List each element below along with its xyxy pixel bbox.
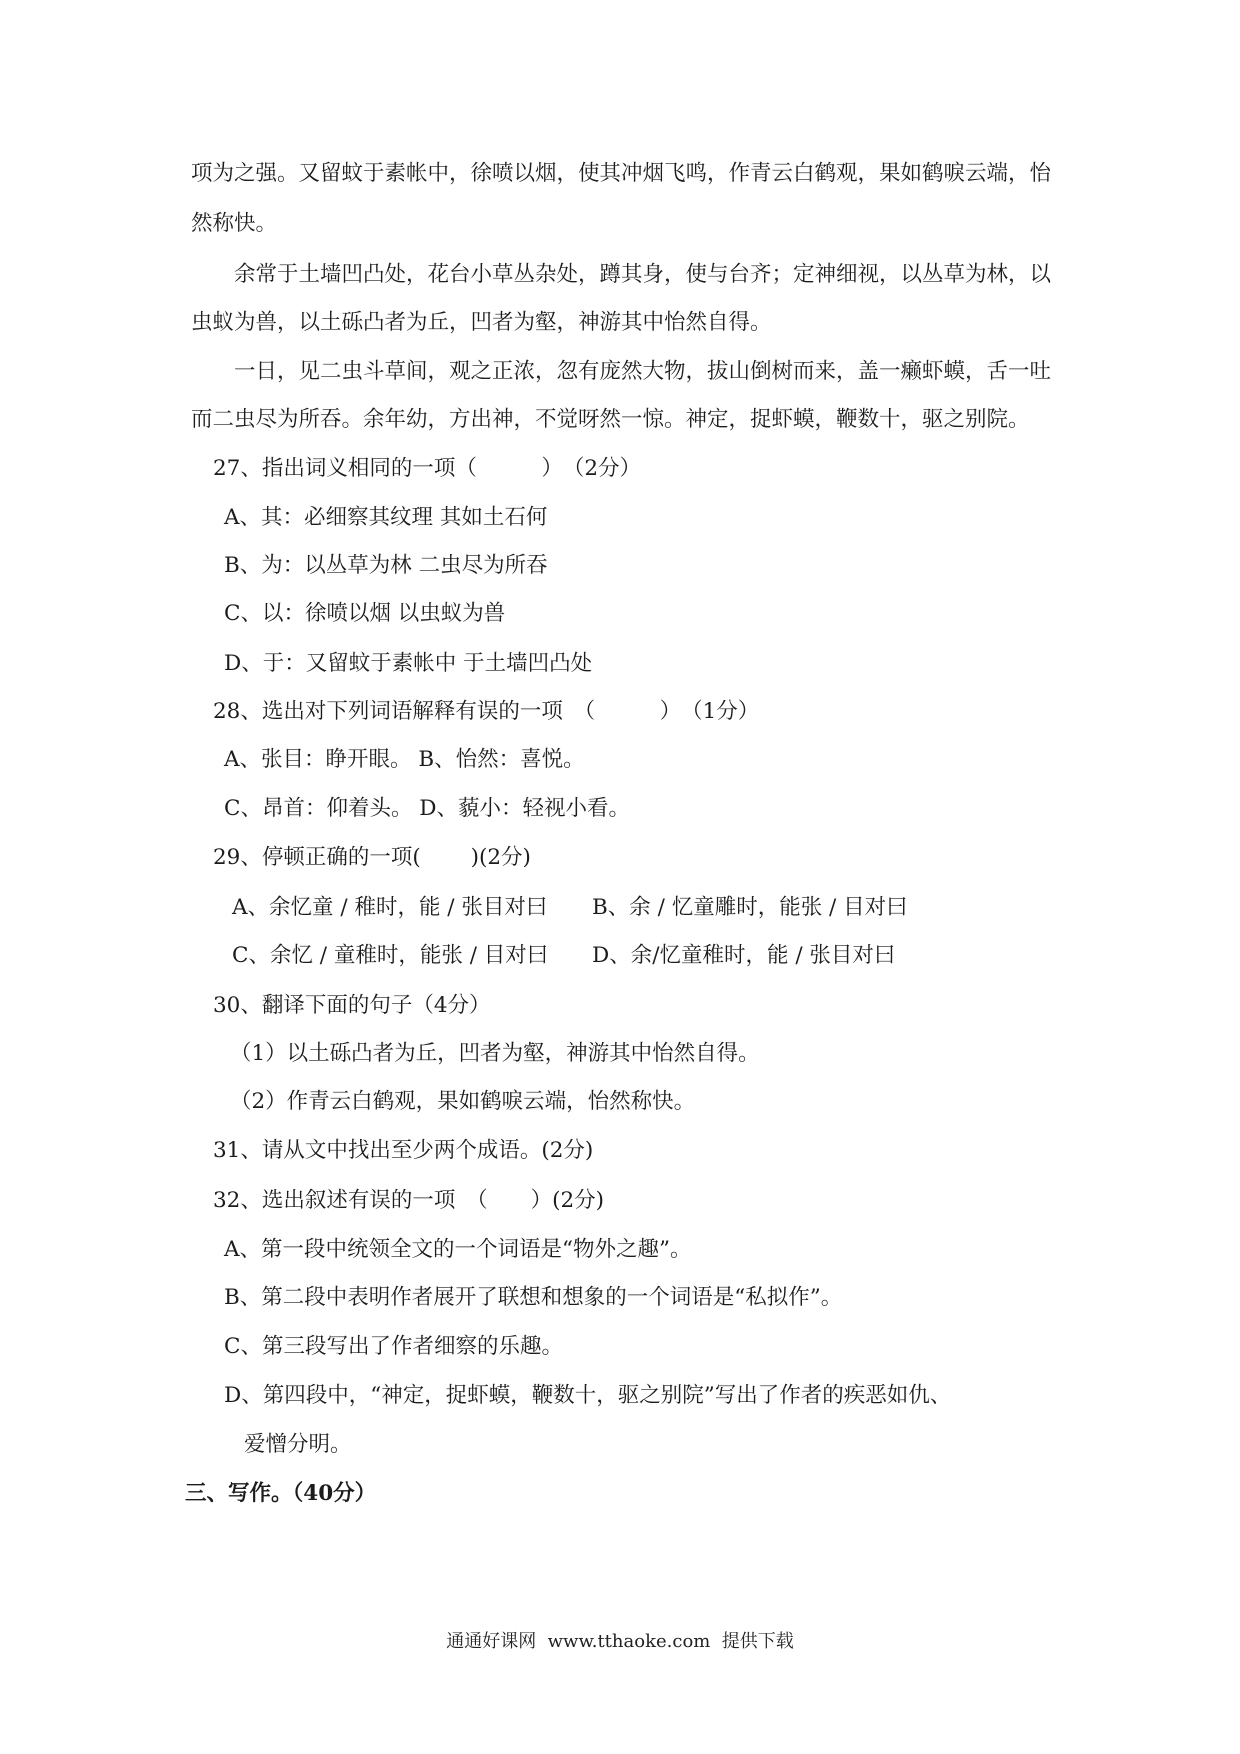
question-stem: 28、选出对下列词语解释有误的一项 （ ） （1分） bbox=[213, 699, 760, 724]
option-a: A、其：必细察其纹理 其如土石何 bbox=[224, 505, 548, 530]
passage-line: 项为之强。又留蚊于素帐中，徐喷以烟，使其冲烟飞鸣，作青云白鹤观，果如鹤唳云端，怡 bbox=[191, 161, 1052, 186]
option-d-continued: 爱憎分明。 bbox=[244, 1432, 352, 1457]
option-b: B、第二段中表明作者展开了联想和想象的一个词语是“私拟作”。 bbox=[224, 1285, 843, 1310]
options-row bbox=[224, 745, 585, 775]
option-d: D、于：又留蚊于素帐中 于土墙凹凸处 bbox=[224, 651, 593, 676]
option-a: A、余忆童 / 稚时，能 / 张目对曰 bbox=[232, 895, 548, 920]
option-c: C、第三段写出了作者细察的乐趣。 bbox=[224, 1334, 563, 1359]
option-a: A、张目：睁开眼。 bbox=[224, 747, 412, 772]
option-a: A、第一段中统领全文的一个词语是“物外之趣”。 bbox=[224, 1237, 692, 1262]
passage-line: 虫蚁为兽，以土砾凸者为丘，凹者为壑，神游其中怡然自得。 bbox=[191, 310, 772, 335]
question-stem: 30、翻译下面的句子（4分） bbox=[213, 993, 491, 1018]
passage-line: 一日，见二虫斗草间，观之正浓，忽有庞然大物，拔山倒树而来，盖一癞虾蟆，舌一吐 bbox=[234, 359, 1052, 384]
options-row bbox=[224, 794, 630, 824]
question-stem: 27、指出词义相同的一项（ ） （2分） bbox=[213, 456, 642, 481]
option-b: B、为：以丛草为林 二虫尽为所吞 bbox=[224, 553, 548, 578]
passage-line: 而二虫尽为所吞。余年幼，方出神，不觉呀然一惊。神定，捉虾蟆，鞭数十，驱之别院。 bbox=[191, 407, 1030, 432]
question-stem: 32、选出叙述有误的一项 （ ）(2分) bbox=[213, 1188, 605, 1213]
question-stem: 31、请从文中找出至少两个成语。(2分) bbox=[213, 1138, 594, 1163]
option-d: D、藐小：轻视小看。 bbox=[419, 796, 631, 821]
translation-item-2: （2）作青云白鹤观，果如鹤唳云端，怡然称快。 bbox=[230, 1089, 696, 1114]
page-footer: 通通好课网 www.tthaoke.com 提供下载 bbox=[446, 1631, 794, 1652]
option-d: D、第四段中，“神定，捉虾蟆，鞭数十，驱之别院”写出了作者的疾恶如仇、 bbox=[224, 1383, 952, 1408]
option-d: D、余/忆童稚时，能 / 张目对曰 bbox=[592, 943, 896, 968]
option-c: C、昂首：仰着头。 bbox=[224, 796, 413, 821]
option-c: C、余忆 / 童稚时，能张 / 目对曰 bbox=[232, 943, 549, 968]
question-stem: 29、停顿正确的一项( )(2分) bbox=[213, 845, 531, 870]
section-heading-writing: 三、写作。（40分） bbox=[185, 1481, 377, 1506]
passage-line: 然称快。 bbox=[191, 211, 278, 236]
option-c: C、以：徐喷以烟 以虫蚁为兽 bbox=[224, 601, 506, 626]
option-b: B、余 / 忆童雕时，能张 / 目对曰 bbox=[592, 895, 908, 920]
option-b: B、怡然：喜悦。 bbox=[418, 747, 585, 772]
translation-item-1: （1）以土砾凸者为丘，凹者为壑，神游其中怡然自得。 bbox=[230, 1041, 760, 1066]
passage-line: 余常于土墙凹凸处，花台小草丛杂处，蹲其身，使与台齐；定神细视，以丛草为林，以 bbox=[234, 262, 1052, 287]
